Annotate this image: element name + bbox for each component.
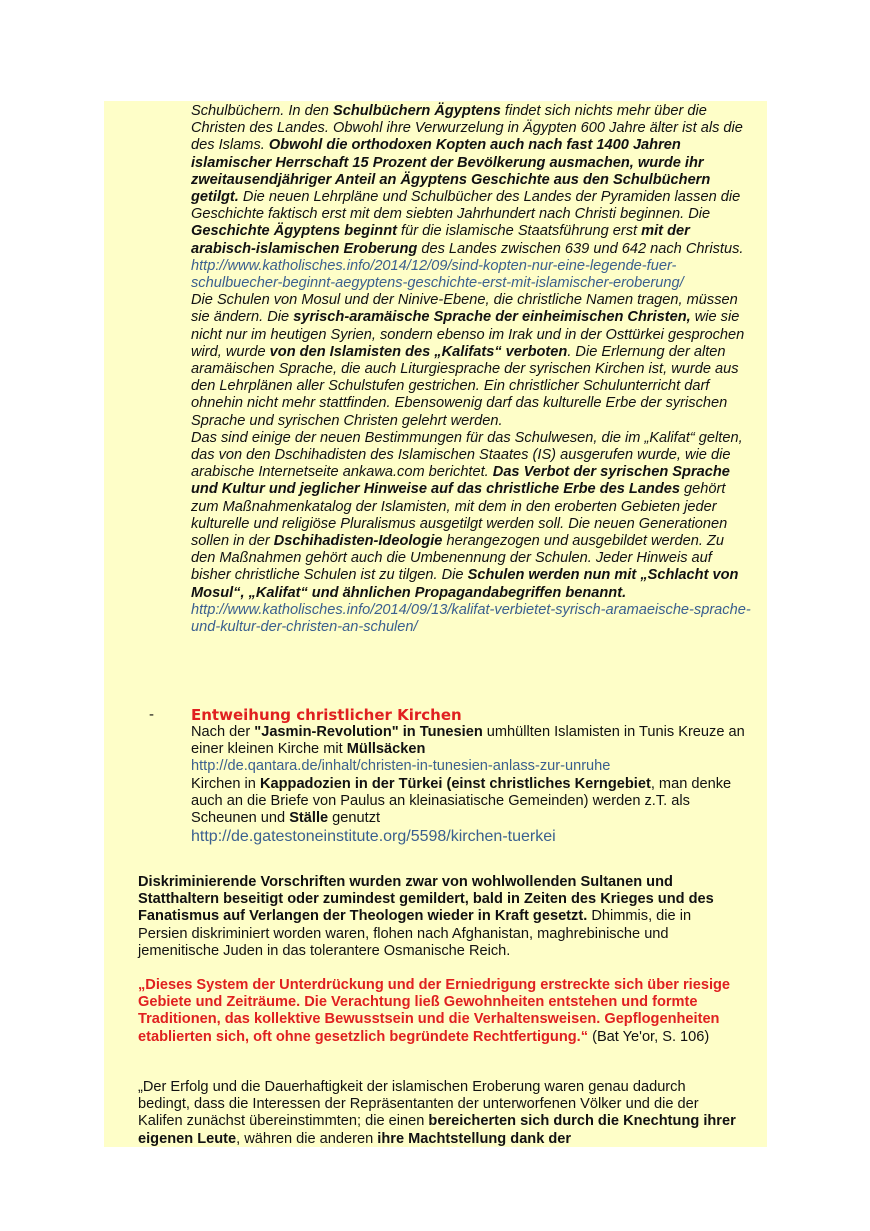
- text: umhüllten Islamisten in Tunis Kreuze an einer kleinen Kirche mit: [191, 724, 745, 758]
- bold-text: syrisch-aramäische Sprache der einheimischen Christen,: [293, 309, 691, 326]
- section-desecration: [149, 706, 751, 847]
- bold-text: von den Islamisten des „Kalifats“ verboten: [269, 343, 568, 360]
- bold-text: bereicherten sich durch die Knechtung ihrer eigenen Leute: [138, 1113, 736, 1147]
- paragraph-mosul-schools: [191, 292, 751, 430]
- bold-text: Dschihadisten-Ideologie: [273, 533, 443, 550]
- link-katholisches-kopten[interactable]: http://www.katholisches.info/2014/12/09/sind-kopten-nur-eine-legende-fuer-schulbuecher-beginnt-aegyptens-geschichte-erst-mit-islamischer-eroberung/: [191, 257, 684, 292]
- text: Die Schulen von Mosul und der Ninive-Ebene, die christliche Namen tragen, müssen sie ändern. Die: [191, 292, 738, 326]
- quote-text: „Dieses System der Unterdrückung und der Erniedrigung erstreckte sich über riesige Gebiete und Zeiträume. Die Verachtung ließ Gewohnheiten entstehen und formte Traditionen, das kollektive Bewusstsein und die Verhaltensweisen. Gepflogenheiten etablierten sich, oft ohne gesetzlich begründete Rechtfertigung.“: [138, 977, 731, 1045]
- bold-text: Kappadozien in der Türkei (einst christliches Kerngebiet: [259, 775, 651, 792]
- text: Nach der: [191, 724, 255, 740]
- bold-text: "Jasmin-Revolution" in Tunesien: [254, 724, 483, 740]
- paragraph-cappadocia: [191, 776, 751, 828]
- text: Dhimmis, die in Persien diskriminiert worden waren, flohen nach Afghanistan, maghrebinische und jemenitische Juden in das tolerantere Osmanische Reich.: [138, 908, 692, 959]
- text: gehört zum Maßnahmenkatalog der Islamisten, mit dem in den eroberten Gebieten jeder kulturelle und religiöse Pluralismus ausgetilgt werden soll. Die neuen Generationen sollen in der: [191, 481, 728, 550]
- paragraph-discriminatory-rules: [138, 874, 738, 960]
- link-gatestone[interactable]: http://de.gatestoneinstitute.org/5598/kirchen-tuerkei: [191, 828, 556, 846]
- section-schools: [191, 103, 751, 636]
- bold-text: Diskriminierende Vorschriften wurden zwar von wohlwollenden Sultanen und Statthaltern beseitigt oder zumindest gemildert, bald in Zeiten des Krieges und des Fanatismus auf Verlangen der Theologen wieder in Kraft gesetzt.: [138, 874, 714, 925]
- list-bullet: -: [149, 706, 154, 723]
- text: Das sind einige der neuen Bestimmungen für das Schulwesen, die im „Kalifat“ gelten, das von den Dschihadisten des Islamischen Staates (IS) ausgerufen wurde, wie die arabische Internetseite ankawa.com berichtet.: [191, 429, 743, 481]
- text: herangezogen und ausgebildet werden. Zu den Maßnahmen gehört auch die Umbenennung der Schulen. Jeder Hinweis auf bisher christliche Schulen ist zu tilgen. Die: [191, 533, 724, 584]
- paragraph-conquest: [138, 1079, 738, 1148]
- bold-text: Schulen werden nun mit „Schlacht von Mosul“, „Kalifat“ und ähnlichen Propagandabegriffen benannt.: [191, 567, 739, 601]
- text: des Landes zwischen 639 und 642 nach Christus.: [417, 240, 744, 257]
- bold-text: Geschichte Ägyptens beginnt: [191, 223, 397, 240]
- link-katholisches-kalifat[interactable]: http://www.katholisches.info/2014/09/13/kalifat-verbietet-syrisch-aramaeische-sprache-und-kultur-der-christen-an-schulen/: [191, 601, 751, 636]
- text: , man denke auch an die Briefe von Paulus an kleinasiatische Gemeinden) werden z.T. als Scheunen und: [191, 775, 732, 827]
- text: Kirchen in: [191, 775, 260, 792]
- bold-text: ihre Machtstellung dank der: [377, 1130, 572, 1147]
- text: genutzt: [328, 810, 381, 827]
- bold-text: Obwohl die orthodoxen Kopten auch nach fast 1400 Jahren islamischer Herrschaft 15 Prozent der Bevölkerung ausmachen, wurde ihr zweitausendjähriger Anteil an Ägyptens Geschichte aus den Schulbüchern getilgt.: [191, 137, 711, 206]
- text: findet sich nichts mehr über die Christen des Landes. Obwohl ihre Verwurzelung in Ägypten 600 Jahre älter ist als die des Islams.: [191, 103, 743, 154]
- text: Die neuen Lehrpläne und Schulbücher des Landes der Pyramiden lassen die Geschichte faktisch erst mit dem siebten Jahrhundert nach Christi beginnen. Die: [191, 189, 741, 223]
- text: Schulbüchern. In den: [191, 103, 333, 119]
- quote-bat-yeor: [138, 977, 738, 1046]
- paragraph-egypt-schoolbooks: [191, 103, 751, 258]
- text: . Die Erlernung der alten aramäischen Sprache, die auch Liturgiesprache der syrischen Kirchen ist, wurde aus den Lehrplänen aller Schulstufen gestrichen. Ein christlicher Schulunterricht darf ohnehin nicht mehr stattfinden. Ebensowenig darf das kulturelle Erbe der syrischen Sprache und syrischen Christen gelehrt werden.: [191, 343, 739, 429]
- text: wie sie nicht nur im heutigen Syrien, sondern ebenso im Irak und in der Osttürkei gesprochen wird, wurde: [191, 309, 745, 360]
- text: für die islamische Staatsführung erst: [396, 223, 642, 240]
- bold-text: Das Verbot der syrischen Sprache und Kultur und jeglicher Hinweise auf das christliche Erbe des Landes: [191, 464, 730, 498]
- link-qantara[interactable]: http://de.qantara.de/inhalt/christen-in-tunesien-anlass-zur-unruhe: [191, 758, 611, 775]
- text: „Der Erfolg und die Dauerhaftigkeit der islamischen Eroberung waren genau dadurch bedingt, dass die Interessen der Repräsentanten der unterworfenen Völker und die der Kalifen zunächst übereinstimmten; die einen: [138, 1079, 699, 1130]
- bold-text: mit der arabisch-islamischen Eroberung: [191, 223, 690, 257]
- bold-text: Ställe: [289, 810, 329, 827]
- text: , währen die anderen: [236, 1130, 378, 1147]
- paragraph-tunisia: [191, 724, 751, 758]
- quote-citation: (Bat Ye'or, S. 106): [588, 1028, 710, 1045]
- bold-text: Schulbüchern Ägyptens: [332, 103, 501, 119]
- bold-text: Müllsäcken: [346, 741, 426, 758]
- section-heading: Entweihung christlicher Kirchen: [191, 706, 462, 724]
- paragraph-kalifat-rules: [191, 430, 751, 602]
